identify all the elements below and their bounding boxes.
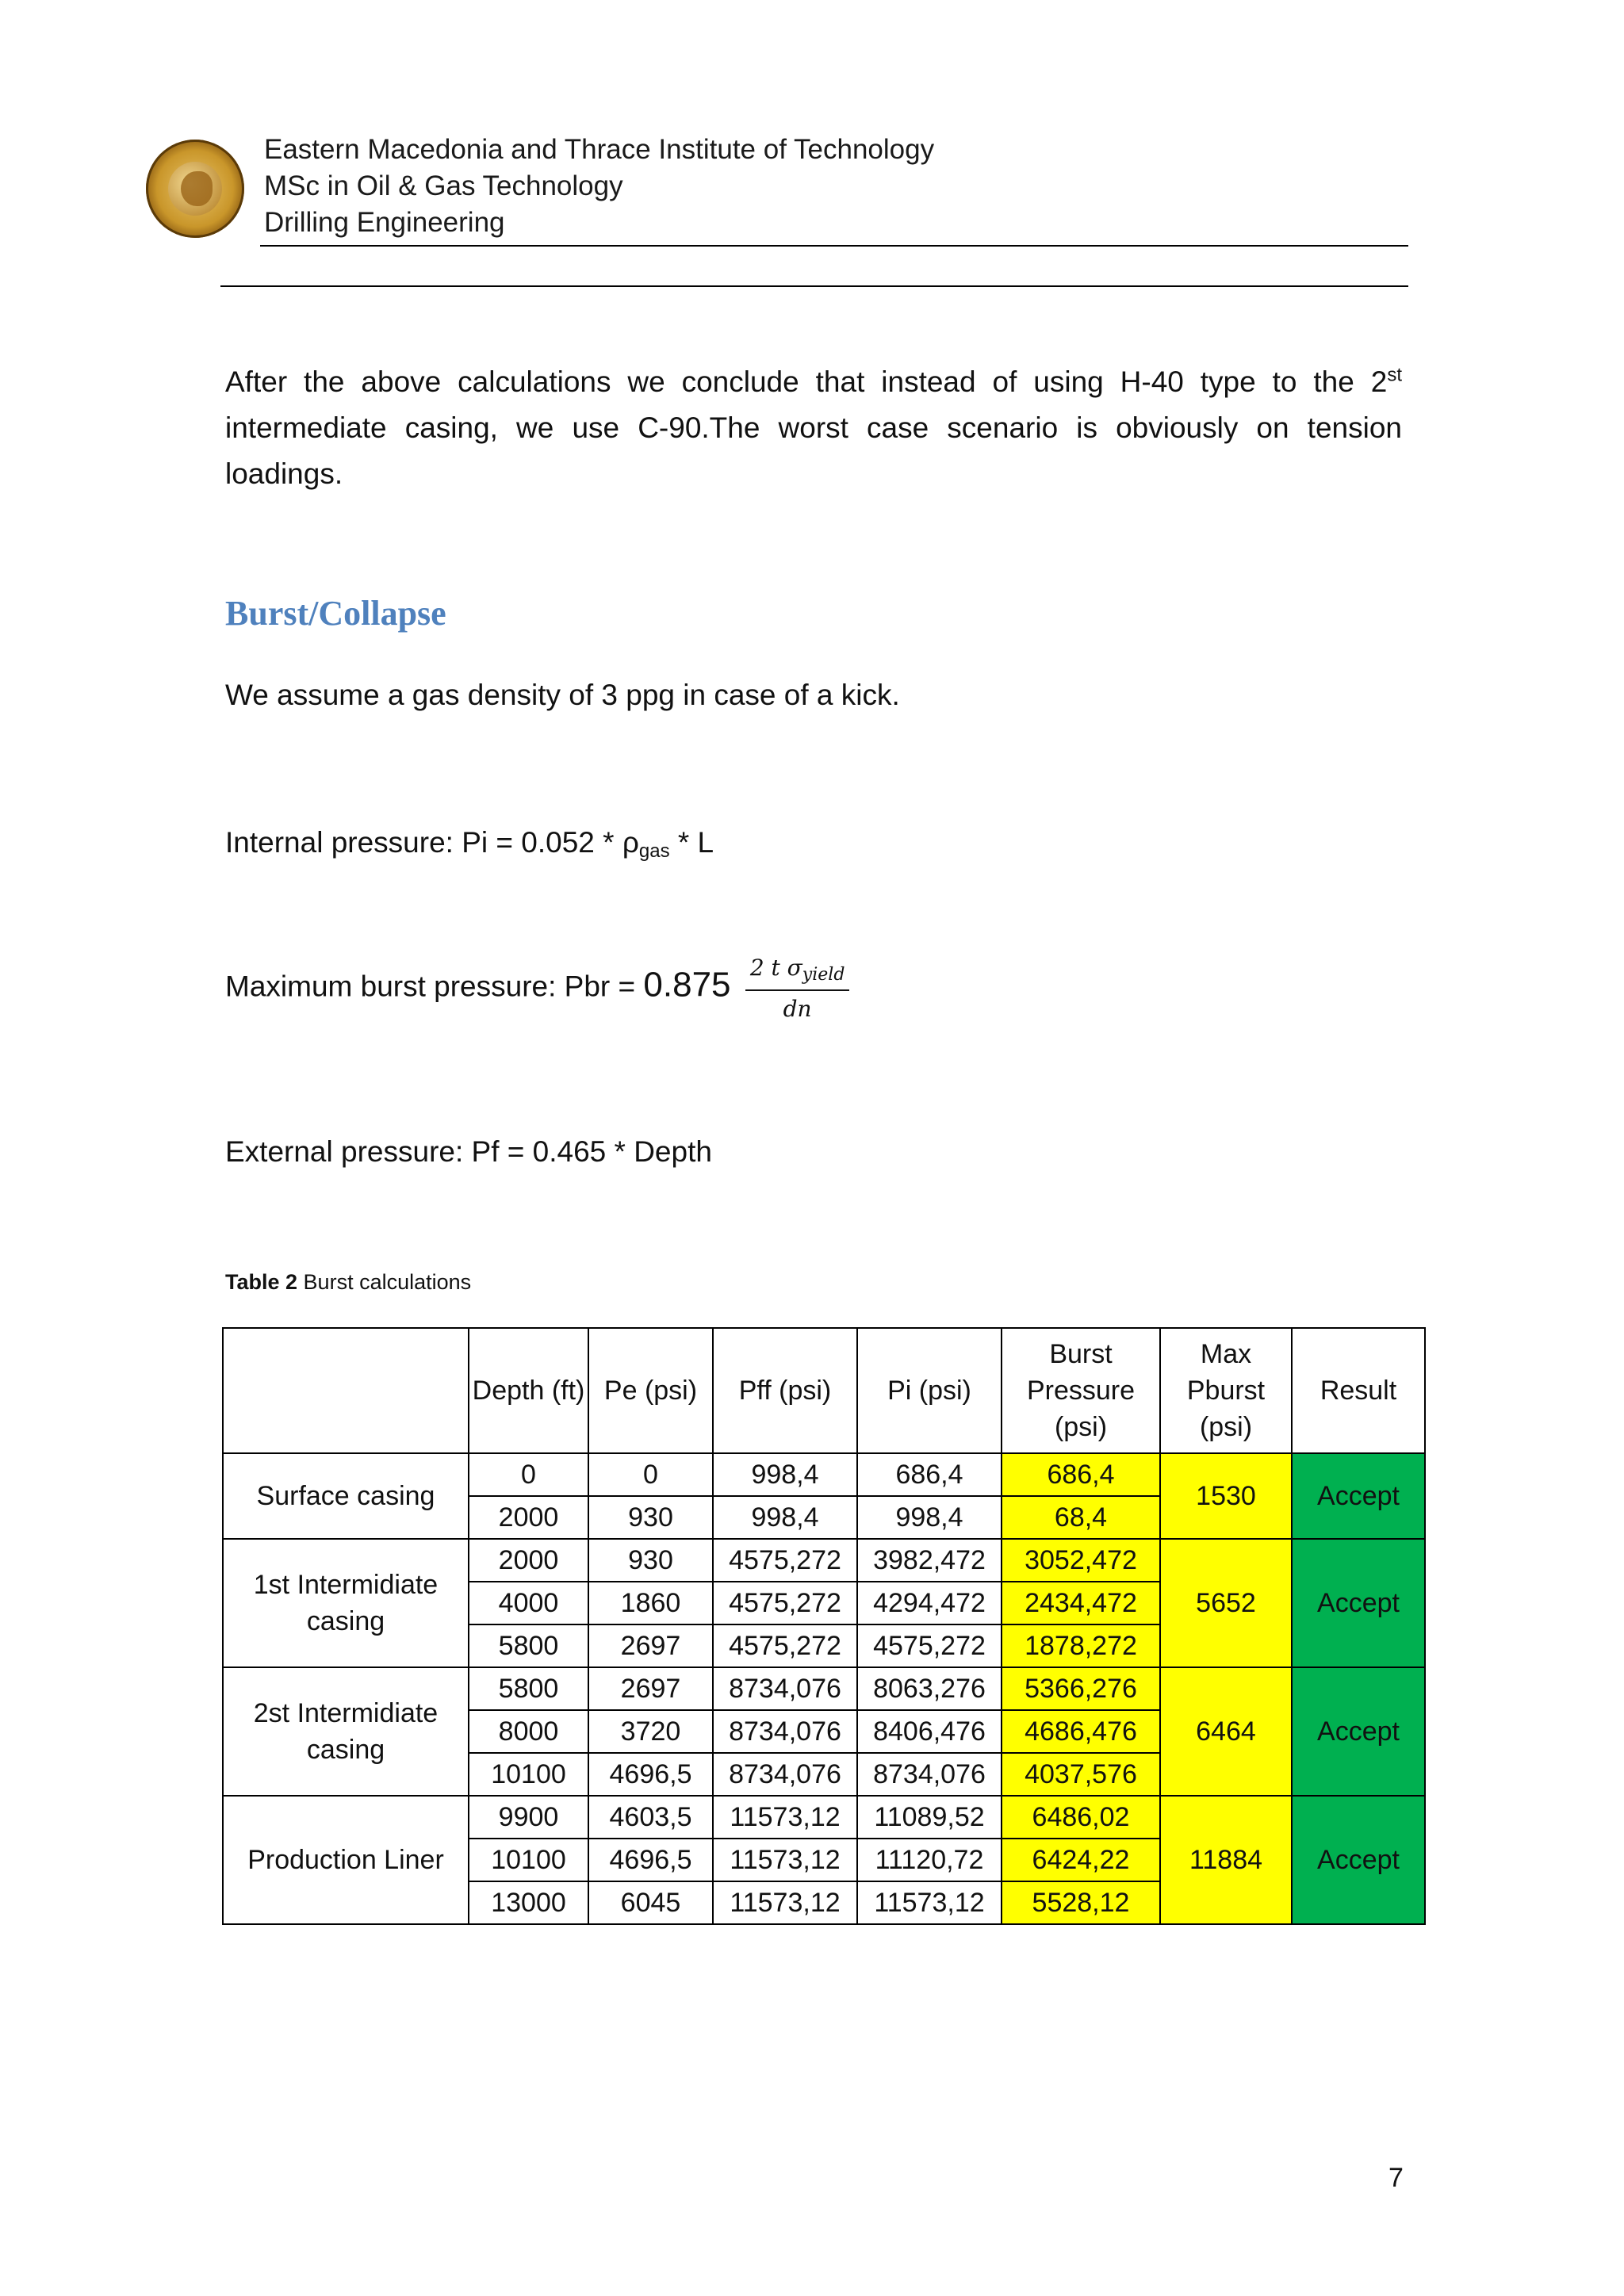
table-row: [223, 1539, 1425, 1582]
pe-cell: 4696,5: [588, 1753, 713, 1796]
pe-cell: 1860: [588, 1582, 713, 1624]
header-cell: [223, 1328, 469, 1453]
pff-cell: 8734,076: [713, 1753, 857, 1796]
burst-cell: 3052,472: [1002, 1539, 1160, 1582]
pe-cell: 3720: [588, 1710, 713, 1753]
section-heading: Burst/Collapse: [225, 594, 446, 633]
pi-cell: 8406,476: [857, 1710, 1002, 1753]
header-cell: Result: [1292, 1328, 1425, 1453]
pe-cell: 2697: [588, 1667, 713, 1710]
header-cell: Max Pburst (psi): [1160, 1328, 1292, 1453]
burst-cell: 68,4: [1002, 1496, 1160, 1539]
pff-cell: 998,4: [713, 1496, 857, 1539]
intro-paragraph: After the above calculations we conclude that instead of using H-40 type to the 2st intermediate casing, we use C-90.The worst case scenario is obviously on tension loadings.: [225, 364, 1402, 490]
pe-cell: 2697: [588, 1624, 713, 1667]
pi-cell: 4294,472: [857, 1582, 1002, 1624]
pff-cell: 4575,272: [713, 1582, 857, 1624]
pe-cell: 0: [588, 1453, 713, 1496]
depth-cell: 8000: [469, 1710, 588, 1753]
table-row: [223, 1796, 1425, 1839]
casing-label: 1st Intermidiate casing: [223, 1539, 469, 1667]
header-cell: Burst Pressure (psi): [1002, 1328, 1160, 1453]
burst-calculations-table: [222, 1327, 1426, 1925]
casing-label: 2st Intermidiate casing: [223, 1667, 469, 1796]
pff-cell: 998,4: [713, 1453, 857, 1496]
depth-cell: 9900: [469, 1796, 588, 1839]
casing-label: Surface casing: [223, 1453, 469, 1539]
depth-cell: 0: [469, 1453, 588, 1496]
pi-cell: 8734,076: [857, 1753, 1002, 1796]
max-pburst-cell: 11884: [1160, 1796, 1292, 1924]
result-cell: Accept: [1292, 1796, 1425, 1924]
burst-cell: 4686,476: [1002, 1710, 1160, 1753]
burst-cell: 2434,472: [1002, 1582, 1160, 1624]
burst-cell: 5366,276: [1002, 1667, 1160, 1710]
page-number: 7: [1388, 2163, 1404, 2193]
burst-cell: 5528,12: [1002, 1881, 1160, 1924]
pe-cell: 4696,5: [588, 1839, 713, 1881]
burst-cell: 6424,22: [1002, 1839, 1160, 1881]
table-header-row: [223, 1328, 1425, 1453]
header-program: MSc in Oil & Gas Technology: [264, 170, 623, 201]
pi-cell: 11573,12: [857, 1881, 1002, 1924]
header-course: Drilling Engineering: [264, 207, 505, 238]
pff-cell: 4575,272: [713, 1539, 857, 1582]
burst-fraction: $\frac{2 t \sigma_{yield}}{dn}$: [745, 955, 850, 1022]
header-cell: Pff (psi): [713, 1328, 857, 1453]
depth-cell: 10100: [469, 1839, 588, 1881]
depth-cell: 10100: [469, 1753, 588, 1796]
pi-cell: 4575,272: [857, 1624, 1002, 1667]
burst-cell: 6486,02: [1002, 1796, 1160, 1839]
superscript-st: st: [1387, 364, 1402, 386]
pi-cell: 3982,472: [857, 1539, 1002, 1582]
result-cell: Accept: [1292, 1453, 1425, 1539]
pi-cell: 686,4: [857, 1453, 1002, 1496]
depth-cell: 5800: [469, 1624, 588, 1667]
header-rule-lower: [220, 285, 1408, 287]
pff-cell: 11573,12: [713, 1796, 857, 1839]
header-cell: Depth (ft): [469, 1328, 588, 1453]
pi-cell: 8063,276: [857, 1667, 1002, 1710]
depth-cell: 2000: [469, 1539, 588, 1582]
pff-cell: 11573,12: [713, 1839, 857, 1881]
header-rule: [260, 245, 1408, 247]
institute-logo: [146, 140, 244, 238]
pe-cell: 4603,5: [588, 1796, 713, 1839]
result-cell: Accept: [1292, 1539, 1425, 1667]
depth-cell: 13000: [469, 1881, 588, 1924]
pff-cell: 4575,272: [713, 1624, 857, 1667]
table-row: [223, 1667, 1425, 1710]
casing-label: Production Liner: [223, 1796, 469, 1924]
running-header: [264, 132, 934, 241]
max-pburst-cell: 6464: [1160, 1667, 1292, 1796]
pe-cell: 930: [588, 1496, 713, 1539]
pi-cell: 11089,52: [857, 1796, 1002, 1839]
internal-pressure-formula: Internal pressure: $Pi = 0.052 * \rho_{gas} * L$: [225, 826, 714, 862]
max-pburst-cell: 1530: [1160, 1453, 1292, 1539]
pi-cell: 998,4: [857, 1496, 1002, 1539]
depth-cell: 4000: [469, 1582, 588, 1624]
pff-cell: 8734,076: [713, 1667, 857, 1710]
burst-cell: 1878,272: [1002, 1624, 1160, 1667]
header-cell: Pe (psi): [588, 1328, 713, 1453]
depth-cell: 2000: [469, 1496, 588, 1539]
pff-cell: 8734,076: [713, 1710, 857, 1753]
burst-cell: 686,4: [1002, 1453, 1160, 1496]
header-cell: Pi (psi): [857, 1328, 1002, 1453]
table-caption: Table 2 Burst calculations: [225, 1270, 472, 1294]
depth-cell: 5800: [469, 1667, 588, 1710]
header-institute: Eastern Macedonia and Thrace Institute of Technology: [264, 134, 935, 165]
pe-cell: 6045: [588, 1881, 713, 1924]
pe-cell: 930: [588, 1539, 713, 1582]
result-cell: Accept: [1292, 1667, 1425, 1796]
pff-cell: 11573,12: [713, 1881, 857, 1924]
burst-cell: 4037,576: [1002, 1753, 1160, 1796]
table-row: [223, 1453, 1425, 1496]
external-pressure-formula: External pressure: Pf = 0.465 * Depth: [225, 1135, 712, 1168]
gas-density-assumption: We assume a gas density of 3 ppg in case of a kick.: [225, 679, 900, 711]
pi-cell: 11120,72: [857, 1839, 1002, 1881]
burst-pressure-formula: Maximum burst pressure: Pbr = 0.875 $\frac{2 t \sigma_{yield}}{dn}$: [225, 955, 849, 1022]
max-pburst-cell: 5652: [1160, 1539, 1292, 1667]
